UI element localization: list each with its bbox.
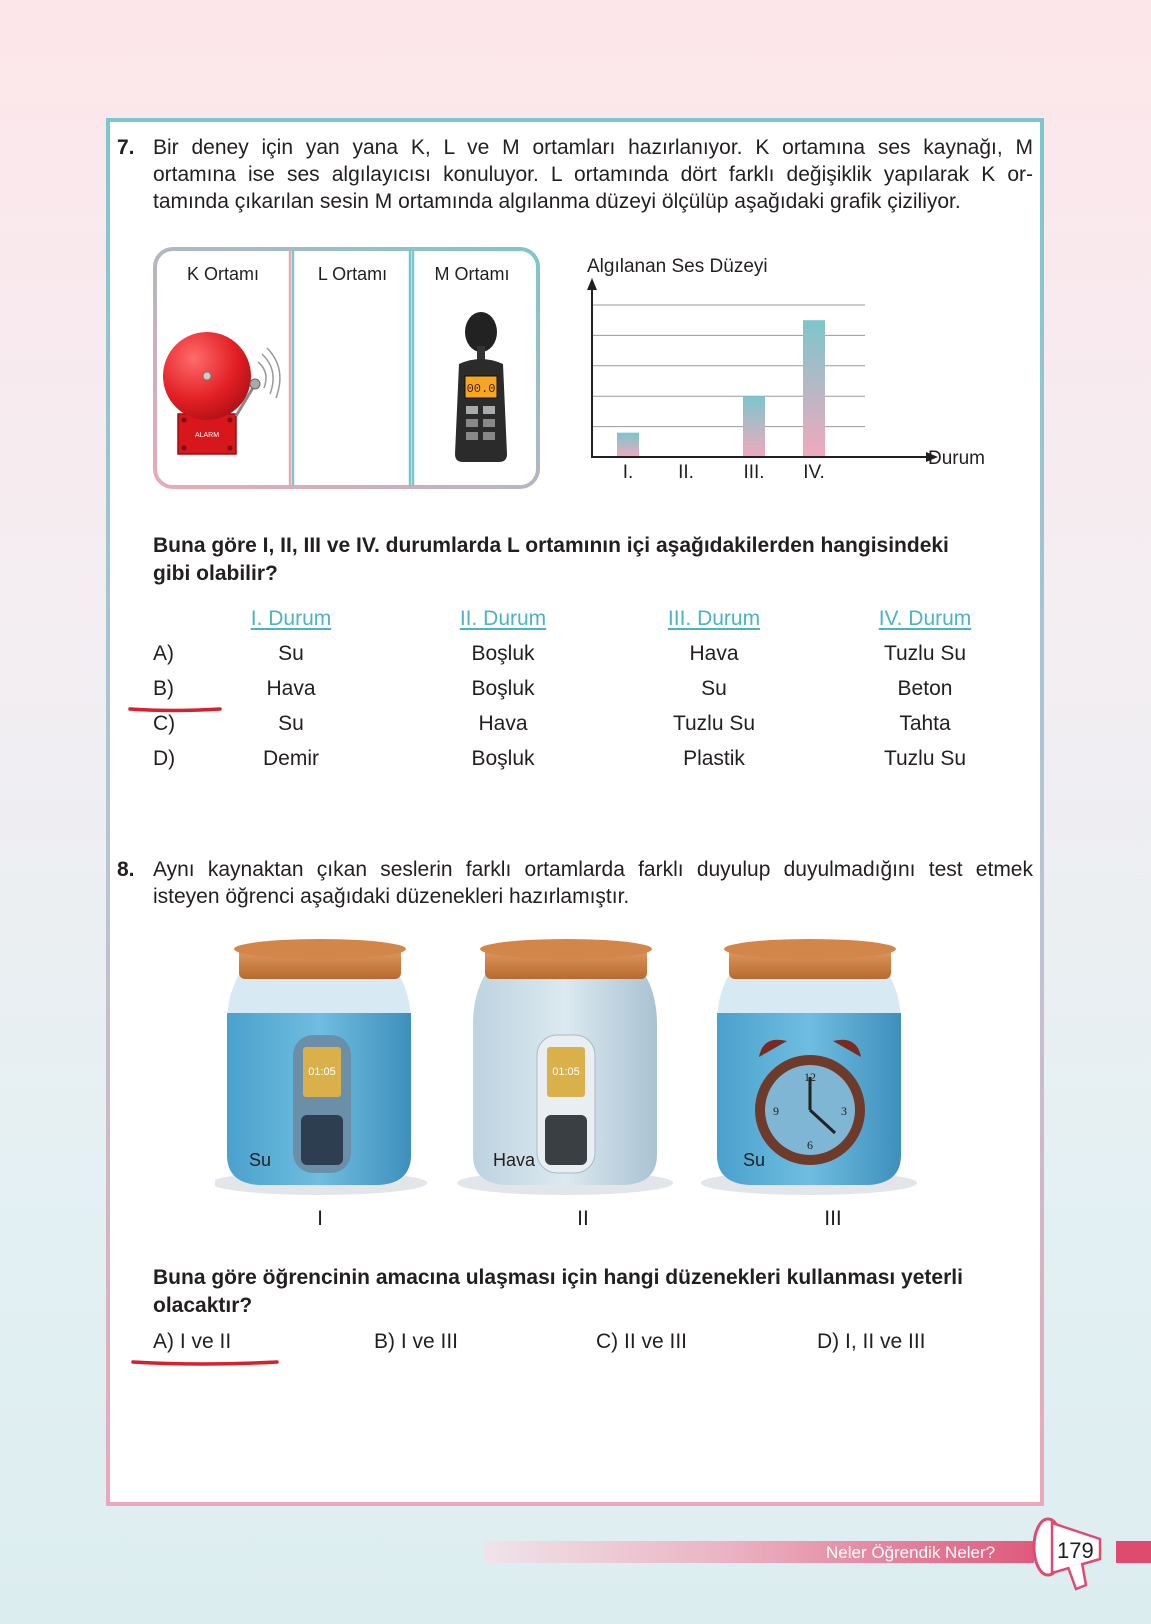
y-axis-arrow-icon (587, 278, 597, 290)
chart-bar (617, 433, 639, 457)
table-header: I. Durum (250, 607, 332, 630)
question-8-prompt-line: olacaktır? (153, 1294, 253, 1317)
question-7-line: tamında çıkarılan sesin M ortamında algılanma düzeyi ölçülüp aşağıdaki grafik çiziliyor. (153, 190, 961, 213)
option-cell: Boşluk (471, 747, 535, 770)
question-7-text (153, 134, 1033, 215)
env-label-k: K Ortamı (186, 264, 259, 284)
option-cell: Demir (263, 747, 319, 770)
q8-option-c[interactable]: C) II ve III (596, 1330, 688, 1353)
jar-medium-label: Su (743, 1150, 766, 1170)
option-cell: Plastik (683, 747, 745, 770)
question-7-number: 7. (117, 136, 135, 159)
jar-roman-label: III (824, 1207, 842, 1230)
question-7-prompt-line: Buna göre I, II, III ve IV. durumlarda L ortamının içi aşağıdakilerden hangisindeki (153, 534, 949, 557)
jar-water-clock-icon (701, 939, 917, 1195)
question-8-text (153, 856, 1033, 910)
option-cell: Hava (689, 642, 739, 665)
question-8-line: Aynı kaynaktan çıkan seslerin farklı ortamlarda farklı duyulup duyulmadığını test etmek (153, 858, 1033, 881)
option-cell: Hava (478, 712, 528, 735)
q8-option-d[interactable]: D) I, II ve III (817, 1330, 926, 1353)
option-letter: D) (153, 747, 176, 770)
option-cell: Tahta (899, 712, 951, 735)
option-letter: B) (153, 677, 174, 700)
table-header: IV. Durum (878, 607, 972, 630)
chart-tick-label: IV. (803, 462, 825, 483)
chart-tick-label: II. (678, 462, 694, 483)
answer-mark-underline (131, 1357, 281, 1367)
jar-medium-label: Su (249, 1150, 272, 1170)
table-header: III. Durum (667, 607, 761, 630)
page-number: 179 (1057, 1538, 1094, 1563)
clock-number: 9 (773, 1104, 779, 1118)
option-cell: Su (278, 712, 304, 735)
footer-title: Neler Öğrendik Neler? (826, 1543, 996, 1562)
jars-illustration (215, 935, 945, 1200)
alarm-label: ALARM (194, 432, 220, 439)
chart-bar (803, 320, 825, 457)
q8-option-b[interactable]: B) I ve III (374, 1330, 459, 1353)
phone-time: 01:05 (552, 1066, 580, 1078)
option-cell: Su (701, 677, 727, 700)
jar-medium-label: Hava (493, 1150, 536, 1170)
option-letter: A) (153, 642, 174, 665)
phone-time: 01:05 (308, 1066, 336, 1078)
chart-bar (743, 396, 765, 457)
sound-level-chart (560, 248, 1000, 488)
question-7-prompt (153, 532, 1033, 588)
clock-number: 6 (807, 1138, 813, 1152)
option-letter: C) (153, 712, 176, 735)
option-cell: Tuzlu Su (883, 747, 967, 770)
option-cell: Beton (897, 677, 953, 700)
question-8-prompt (153, 1264, 1033, 1320)
jar-roman-label: II (577, 1207, 589, 1230)
chart-tick-label: I. (622, 462, 634, 483)
meter-display: 00.0 (466, 382, 496, 396)
option-cell: Su (278, 642, 304, 665)
question-7-line: Bir deney için yan yana K, L ve M ortamları hazırlanıyor. K ortamına ses kaynağı, M (153, 136, 1033, 159)
chart-tick-label: III. (743, 462, 765, 483)
option-cell: Hava (266, 677, 316, 700)
question-8-number: 8. (117, 858, 135, 881)
q8-option-a[interactable]: A) I ve II (153, 1330, 232, 1353)
question-7-line: ortamına ise ses algılayıcısı konuluyor. L ortamında dört farklı değişiklik yapılarak K or- (153, 163, 1033, 186)
clock-number: 12 (804, 1070, 816, 1084)
env-label-l: L Ortamı (317, 264, 388, 284)
env-label-m: M Ortamı (434, 264, 510, 284)
option-cell: Tuzlu Su (672, 712, 756, 735)
chart-y-axis-label: Algılanan Ses Düzeyi (587, 256, 768, 277)
footer-end-tab (1116, 1541, 1151, 1563)
table-header: II. Durum (459, 607, 547, 630)
option-cell: Boşluk (471, 677, 535, 700)
clock-number: 3 (841, 1104, 847, 1118)
option-cell: Tuzlu Su (883, 642, 967, 665)
option-cell: Boşluk (471, 642, 535, 665)
chart-x-axis-label: Durum (928, 448, 986, 469)
question-8-prompt-line: Buna göre öğrencinin amacına ulaşması için hangi düzenekleri kullanması yeterli (153, 1266, 963, 1289)
question-8-line: isteyen öğrenci aşağıdaki düzenekleri hazırlamıştır. (153, 885, 630, 908)
question-7-prompt-line: gibi olabilir? (153, 562, 278, 585)
answer-mark-underline (128, 704, 223, 714)
jar-roman-label: I (317, 1207, 323, 1230)
